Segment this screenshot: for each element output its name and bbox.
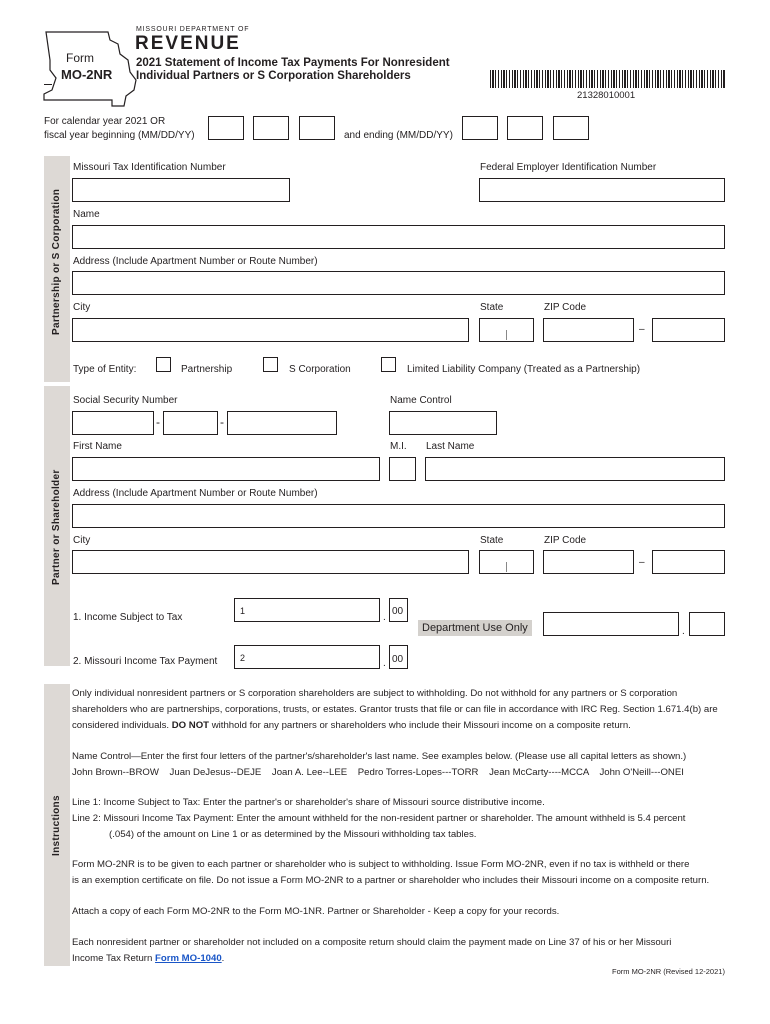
p2-line-b: John Brown--BROW Juan DeJesus--DEJE Joan A. Lee--LEE Pedro Torres-Lopes---TORR Jean McCarty----MCCA John O'Neill---ONEI xyxy=(72,767,684,778)
p6-line-b-post: . xyxy=(221,953,225,964)
line2-amount-field[interactable] xyxy=(234,645,380,669)
first-name-label: First Name xyxy=(73,441,122,452)
partner-state-divider xyxy=(506,562,507,572)
agency-logo: REVENUE xyxy=(135,33,241,54)
line1-number: 1 xyxy=(240,606,246,616)
instructions-paragraph-5 xyxy=(72,904,732,920)
instructions-paragraph-1 xyxy=(72,686,732,734)
entity-type-label: Type of Entity: xyxy=(73,364,137,375)
mo-tax-id-label: Missouri Tax Identification Number xyxy=(73,162,226,173)
footer-revision: Form MO-2NR (Revised 12-2021) xyxy=(612,967,725,976)
ssn-part2-field[interactable] xyxy=(163,411,218,435)
partnership-side-label: Partnership or S Corporation xyxy=(51,188,62,335)
form-number: MO-2NR xyxy=(61,67,113,82)
ssn-dash-1: - xyxy=(156,415,160,429)
fiscal-begin-year[interactable] xyxy=(299,116,335,140)
partner-address-label: Address (Include Apartment Number or Route Number) xyxy=(73,488,318,499)
line2-number: 2 xyxy=(240,653,246,663)
ssn-part1-field[interactable] xyxy=(72,411,154,435)
p1-line-c xyxy=(72,718,732,734)
partnership-zip-label: ZIP Code xyxy=(544,302,587,313)
entity-s-corp-label: S Corporation xyxy=(289,364,351,375)
dept-use-decimal: . xyxy=(682,626,685,637)
p1-line-b: shareholders who are partnerships, corporations, trusts, or estates. Grantor trusts that file or can file in accordance with IRC Reg. Section 1.671.4(b) are xyxy=(72,704,718,715)
p1-line-c-post: withhold for any partners or shareholders who include their Missouri income on a composite return. xyxy=(211,720,631,731)
last-name-label: Last Name xyxy=(426,441,475,452)
ending-label: and ending (MM/DD/YY) xyxy=(344,130,453,141)
entity-partnership-label: Partnership xyxy=(181,364,233,375)
partnership-address-label: Address (Include Apartment Number or Route Number) xyxy=(73,256,318,267)
line1-label: 1. Income Subject to Tax xyxy=(73,612,183,623)
name-control-field[interactable] xyxy=(389,411,497,435)
p1-line-a: Only individual nonresident partners or S corporation shareholders are subject to withholding. Do not withhold for any partners or S corporation xyxy=(72,688,678,699)
partnership-zip-field[interactable] xyxy=(543,318,634,342)
partnership-city-field[interactable] xyxy=(72,318,469,342)
fiscal-begin-month[interactable] xyxy=(208,116,244,140)
partner-zip-dash: – xyxy=(639,557,645,568)
p4-line-a: Form MO-2NR is to be given to each partner or shareholder who is subject to withholding. Issue Form MO-2NR, even if no tax is withheld or there xyxy=(72,859,690,870)
line2-decimal: . xyxy=(383,658,386,669)
instructions-side-label: Instructions xyxy=(51,795,62,856)
calendar-year-label: For calendar year 2021 OR xyxy=(44,116,166,127)
line1-cents: 00 xyxy=(392,606,404,617)
entity-llc-checkbox[interactable] xyxy=(381,357,396,372)
ssn-part3-field[interactable] xyxy=(227,411,337,435)
ssn-label: Social Security Number xyxy=(73,395,178,406)
p6-line-a: Each nonresident partner or shareholder not included on a composite return should claim the payment made on Line 37 of his or her Missouri xyxy=(72,937,672,948)
form-title-line1: 2021 Statement of Income Tax Payments For Nonresident xyxy=(136,57,450,69)
mi-field[interactable] xyxy=(389,457,416,481)
fiscal-end-month[interactable] xyxy=(462,116,498,140)
barcode-number: 21328010001 xyxy=(577,90,636,101)
line2-cents: 00 xyxy=(392,654,404,665)
instructions-paragraph-4 xyxy=(72,857,732,889)
form-mo-1040-link[interactable]: Form MO-1040 xyxy=(155,953,222,964)
dept-use-field-2 xyxy=(689,612,725,636)
instructions-paragraph-3 xyxy=(72,795,732,843)
line1-decimal: . xyxy=(383,612,386,623)
partnership-name-label: Name xyxy=(73,209,100,220)
agency-top: MISSOURI DEPARTMENT OF xyxy=(136,26,250,33)
fiscal-begin-day[interactable] xyxy=(253,116,289,140)
partner-zip-label: ZIP Code xyxy=(544,535,587,546)
partnership-address-field[interactable] xyxy=(72,271,725,295)
state-divider xyxy=(506,330,507,340)
partner-zip-field[interactable] xyxy=(543,550,634,574)
barcode xyxy=(490,70,726,88)
p3-line-c: (.054) of the amount on Line 1 or as determined by the Missouri withholding tax tables. xyxy=(109,829,477,840)
partner-side-label: Partner or Shareholder xyxy=(51,469,62,585)
fiscal-end-year[interactable] xyxy=(553,116,589,140)
partner-address-field[interactable] xyxy=(72,504,725,528)
p3-line-b: Line 2: Missouri Income Tax Payment: Enter the amount withheld for the non-resident partner or shareholder. The amount withheld is 5.4 percent xyxy=(72,813,686,824)
mo-tax-id-field[interactable] xyxy=(72,178,290,202)
partner-zip4-field[interactable] xyxy=(652,550,725,574)
p6-line-b-pre: Income Tax Return xyxy=(72,953,153,964)
entity-llc-label: Limited Liability Company (Treated as a Partnership) xyxy=(407,364,641,375)
form-label: Form xyxy=(66,51,94,65)
p2-line-a: Name Control—Enter the first four letters of the partner's/shareholder's last name. See examples below. (Please use all capital letters as shown.) xyxy=(72,751,687,762)
p6-line-b xyxy=(72,951,732,967)
last-name-field[interactable] xyxy=(425,457,725,481)
fein-label: Federal Employer Identification Number xyxy=(480,162,657,173)
line2-label: 2. Missouri Income Tax Payment xyxy=(73,656,218,667)
fiscal-end-day[interactable] xyxy=(507,116,543,140)
partner-city-field[interactable] xyxy=(72,550,469,574)
first-name-field[interactable] xyxy=(72,457,380,481)
p1-line-c-bold: DO NOT xyxy=(171,720,210,731)
partnership-name-field[interactable] xyxy=(72,225,725,249)
form-number-dash xyxy=(44,84,52,85)
dept-use-label: Department Use Only xyxy=(418,620,532,636)
partner-state-label: State xyxy=(480,535,504,546)
entity-partnership-checkbox[interactable] xyxy=(156,357,171,372)
partnership-state-label: State xyxy=(480,302,504,313)
fiscal-year-label: fiscal year beginning (MM/DD/YY) xyxy=(44,130,195,141)
instructions-paragraph-6 xyxy=(72,935,732,967)
instructions-paragraph-2 xyxy=(72,749,732,781)
mi-label: M.I. xyxy=(390,441,407,452)
ssn-dash-2: - xyxy=(220,415,224,429)
zip-dash: – xyxy=(639,324,645,335)
p4-line-b: is an exemption certificate on file. Do not issue a Form MO-2NR to a partner or shareholder who includes their Missouri income on a composite return. xyxy=(72,875,710,886)
entity-s-corp-checkbox[interactable] xyxy=(263,357,278,372)
partnership-city-label: City xyxy=(73,302,91,313)
line1-amount-field[interactable] xyxy=(234,598,380,622)
p5-line: Attach a copy of each Form MO-2NR to the Form MO-1NR. Partner or Shareholder - Keep a copy for your records. xyxy=(72,906,560,917)
partnership-zip4-field[interactable] xyxy=(652,318,725,342)
partner-city-label: City xyxy=(73,535,91,546)
p3-line-a: Line 1: Income Subject to Tax: Enter the partner's or shareholder's share of Missouri source distributive income. xyxy=(72,797,545,808)
dept-use-field-1 xyxy=(543,612,679,636)
form-title-line2: Individual Partners or S Corporation Shareholders xyxy=(136,70,411,82)
fein-field[interactable] xyxy=(479,178,725,202)
name-control-label: Name Control xyxy=(390,395,452,406)
p1-line-c-pre: considered individuals. xyxy=(72,720,170,731)
